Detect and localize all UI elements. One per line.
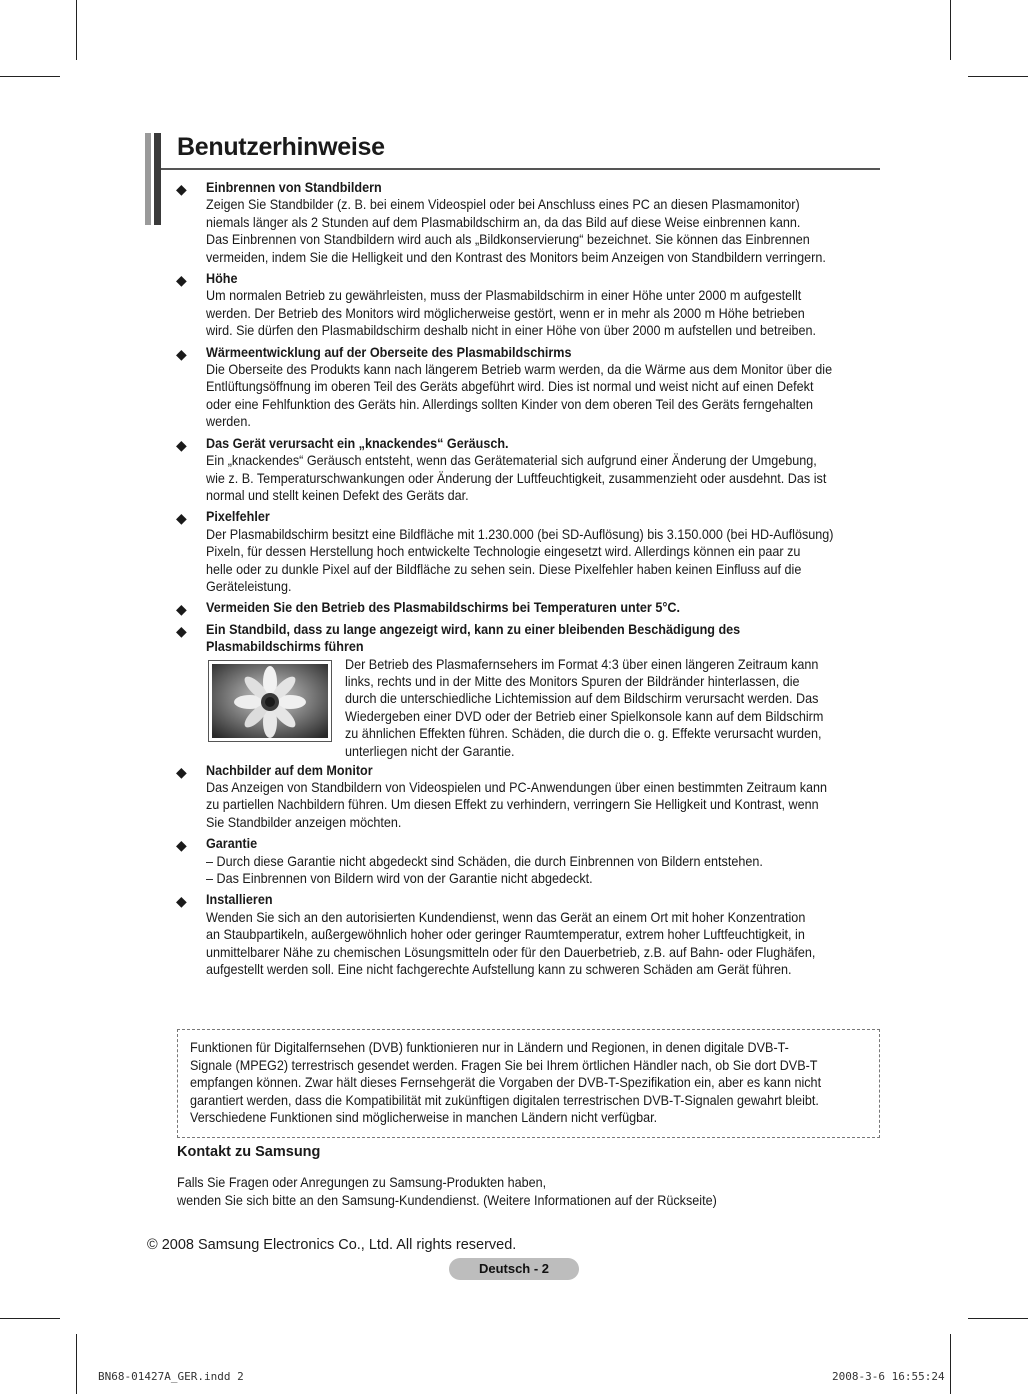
section-text: Das Einbrennen von Standbildern wird auch als „Bildkonservierung“ bezeichnet. Sie können das Einbrennen [206, 231, 810, 248]
title-rule [161, 168, 880, 170]
diamond-bullet-icon: ◆ [176, 272, 187, 289]
section-text: Sie Standbilder anzeigen möchten. [206, 813, 402, 830]
section-text: – Das Einbrennen von Bildern wird von der Garantie nicht abgedeckt. [206, 870, 593, 886]
section-text: vermeiden, indem Sie die Helligkeit und den Kontrast des Monitors beim Anzeigen von Standbildern verringern. [206, 248, 826, 265]
page-title: Benutzerhinweise [177, 133, 385, 161]
section-text: helle oder zu dunkle Pixel auf der Bildfläche zu sehen sein. Diese Pixelfehler haben keinen Einfluss auf die [206, 560, 802, 577]
section-text: links, rechts und in der Mitte des Monitors Spuren der Bildränder hinterlassen, die [345, 672, 800, 689]
section-text: durch die unterschiedliche Lichtemission auf dem Bildschirm verursacht werden. Das [345, 690, 819, 707]
flower-image-icon [212, 664, 328, 738]
section-text: unmittelbarer Nähe zu chemischen Lösungsmitteln oder für den Dauerbetrieb, z.B. auf Bahn- oder Flughäfen, [206, 943, 816, 960]
section-text: an Staubpartikeln, außergewöhnlich hoher oder geringer Raumtemperatur, extrem hoher Luftfeuchtigkeit, in [206, 926, 805, 943]
print-slug-timestamp: 2008-3-6 16:55:24 [832, 1370, 945, 1383]
section-text: Pixeln, für dessen Herstellung hoch entwickelte Technologie eingesetzt wird. Allerdings können ein paar zu [206, 543, 801, 560]
section-heading: Installieren [206, 891, 273, 908]
note-section [176, 762, 880, 832]
crop-mark [0, 76, 60, 77]
diamond-bullet-icon: ◆ [176, 763, 187, 780]
print-slug-filename: BN68-01427A_GER.indd 2 [98, 1370, 244, 1383]
contact-block [177, 1173, 777, 1209]
section-text: aufgestellt werden soll. Eine nicht fachgerechte Aufstellung kann zu schweren Schäden am Gerät führen. [206, 961, 792, 978]
notes-list [176, 179, 880, 982]
note-section [176, 508, 880, 595]
section-text: Das Anzeigen von Standbildern von Videospielen und PC-Anwendungen über einen bestimmten Zeitraum kann [206, 778, 828, 795]
diamond-bullet-icon: ◆ [176, 345, 187, 362]
diamond-bullet-icon: ◆ [176, 436, 187, 453]
section-text: – Durch diese Garantie nicht abgedeckt sind Schäden, die durch Einbrennen von Bildern entstehen. [206, 852, 763, 869]
section-text: Zeigen Sie Standbilder (z. B. bei einem Videospiel oder bei Anschluss eines PC an diesen Plasmamonitor) [206, 196, 800, 213]
note-section [176, 270, 880, 340]
notice-text: Signale (MPEG2) terrestrisch gesendet werden. Fragen Sie bei Ihrem örtlichen Händler nach, ob Sie dort DVB-T [190, 1056, 818, 1073]
section-heading: Garantie [206, 835, 258, 852]
contact-heading: Kontakt zu Samsung [177, 1144, 321, 1160]
contact-text: Falls Sie Fragen oder Anregungen zu Samsung-Produkten haben, [177, 1174, 547, 1190]
diamond-bullet-icon: ◆ [176, 181, 187, 197]
section-heading: Ein Standbild, dass zu lange angezeigt wird, kann zu einer bleibenden Beschädigung des [206, 620, 741, 637]
crop-mark [968, 1318, 1028, 1319]
note-section [176, 621, 880, 758]
section-heading: Nachbilder auf dem Monitor [206, 761, 373, 778]
copyright: © 2008 Samsung Electronics Co., Ltd. All rights reserved. [147, 1237, 517, 1253]
contact-text: wenden Sie sich bitte an den Samsung-Kundendienst. (Weitere Informationen auf der Rückseite) [177, 1192, 717, 1208]
note-section [176, 835, 880, 887]
crop-mark [968, 76, 1028, 77]
section-text: zu ähnlichen Effekten führen. Schäden, die durch die o. g. Effekte verursacht wurden, [345, 725, 822, 742]
diamond-bullet-icon: ◆ [176, 622, 187, 639]
section-text: Geräteleistung. [206, 577, 292, 594]
section-heading: Höhe [206, 270, 238, 287]
section-text: wird. Sie dürfen den Plasmabildschirm deshalb nicht in einer Höhe von über 2000 m aufstellen und betreiben. [206, 322, 817, 339]
diamond-bullet-icon: ◆ [176, 510, 187, 527]
note-section [176, 179, 880, 266]
note-section [176, 435, 880, 505]
section-text: werden. Der Betrieb des Monitors wird möglicherweise gestört, wenn er in mehr als 2000 m Höhe betrieben [206, 304, 805, 321]
diamond-bullet-icon: ◆ [176, 837, 187, 854]
section-heading: Das Gerät verursacht ein „knackendes“ Geräusch. [206, 434, 509, 451]
dvb-notice-box [177, 1029, 880, 1138]
crop-mark [76, 0, 77, 60]
crop-mark [950, 1334, 951, 1394]
section-text: Wenden Sie sich an den autorisierten Kundendienst, wenn das Gerät an einem Ort mit hoher Konzentration [206, 908, 806, 925]
notice-text: Verschiedene Funktionen sind möglicherweise in manchen Ländern nicht verfügbar. [190, 1109, 658, 1126]
section-text: Der Betrieb des Plasmafernsehers im Format 4:3 über einen längeren Zeitraum kann [345, 655, 819, 672]
section-heading: Plasmabildschirms führen [206, 638, 364, 655]
note-section [176, 599, 880, 616]
still-image-thumbnail [208, 660, 332, 742]
section-text: oder eine Fehlfunktion des Geräts hin. Allerdings sollten Kinder von dem oberen Teil des Geräts ferngehalten [206, 395, 814, 412]
notice-text: empfangen können. Zwar hält dieses Fernsehgerät die Vorgaben der DVB-T-Spezifikation ein, aber es kann nicht [190, 1074, 822, 1091]
crop-mark [76, 1334, 77, 1394]
section-text: werden. [206, 413, 251, 430]
section-text: Ein „knackendes“ Geräusch entsteht, wenn das Gerätematerial sich aufgrund einer Änderung der Umgebung, [206, 452, 817, 469]
note-section [176, 891, 880, 978]
section-text: Der Plasmabildschirm besitzt eine Bildfläche mit 1.230.000 (bei SD-Auflösung) bis 3.150.000 (bei HD-Auflösung) [206, 525, 834, 542]
notice-text: Funktionen für Digitalfernsehen (DVB) funktionieren nur in Ländern und Regionen, in denen digitale DVB-T- [190, 1039, 789, 1055]
section-text: Wiedergeben einer DVD oder der Betrieb einer Spielkonsole kann auf dem Bildschirm [345, 707, 824, 724]
crop-mark [950, 0, 951, 60]
section-text: unterliegen nicht der Garantie. [345, 742, 515, 759]
note-section [176, 344, 880, 431]
crop-mark [0, 1318, 60, 1319]
diamond-bullet-icon: ◆ [176, 601, 187, 618]
section-heading: Pixelfehler [206, 508, 270, 525]
diamond-bullet-icon: ◆ [176, 893, 187, 910]
section-text: niemals länger als 2 Stunden auf dem Plasmabildschirm an, da das Bild auf diese Weise einbrennen kann. [206, 213, 801, 230]
section-text: normal und stellt keinen Defekt des Geräts dar. [206, 486, 469, 503]
page-number-badge: Deutsch - 2 [449, 1258, 579, 1280]
section-text: Die Oberseite des Produkts kann nach längerem Betrieb warm werden, da die Wärme aus dem Monitor über die [206, 361, 833, 378]
section-text: wie z. B. Temperaturschwankungen oder Änderung der Luftfeuchtigkeit, zusammenzieht oder ausdehnt. Das ist [206, 469, 827, 486]
section-text: Um normalen Betrieb zu gewährleisten, muss der Plasmabildschirm in einer Höhe unter 2000 m aufgestellt [206, 287, 802, 304]
section-heading: Einbrennen von Standbildern [206, 179, 382, 195]
section-text: zu partiellen Nachbildern führen. Um diesen Effekt zu verhindern, verringern Sie Helligkeit und Kontrast, wenn [206, 796, 819, 813]
section-heading: Vermeiden Sie den Betrieb des Plasmabildschirms bei Temperaturen unter 5°C. [206, 599, 680, 616]
notice-text: garantiert werden, dass die Kompatibilität mit zukünftigen digitalen terrestrischen DVB-T-Signalen gewahrt bleibt. [190, 1091, 819, 1108]
section-heading: Wärmeentwicklung auf der Oberseite des Plasmabildschirms [206, 343, 572, 360]
section-text: Entlüftungsöffnung im oberen Teil des Geräts abgeführt wird. Dies ist normal und weist nicht auf einen Defekt [206, 378, 814, 395]
